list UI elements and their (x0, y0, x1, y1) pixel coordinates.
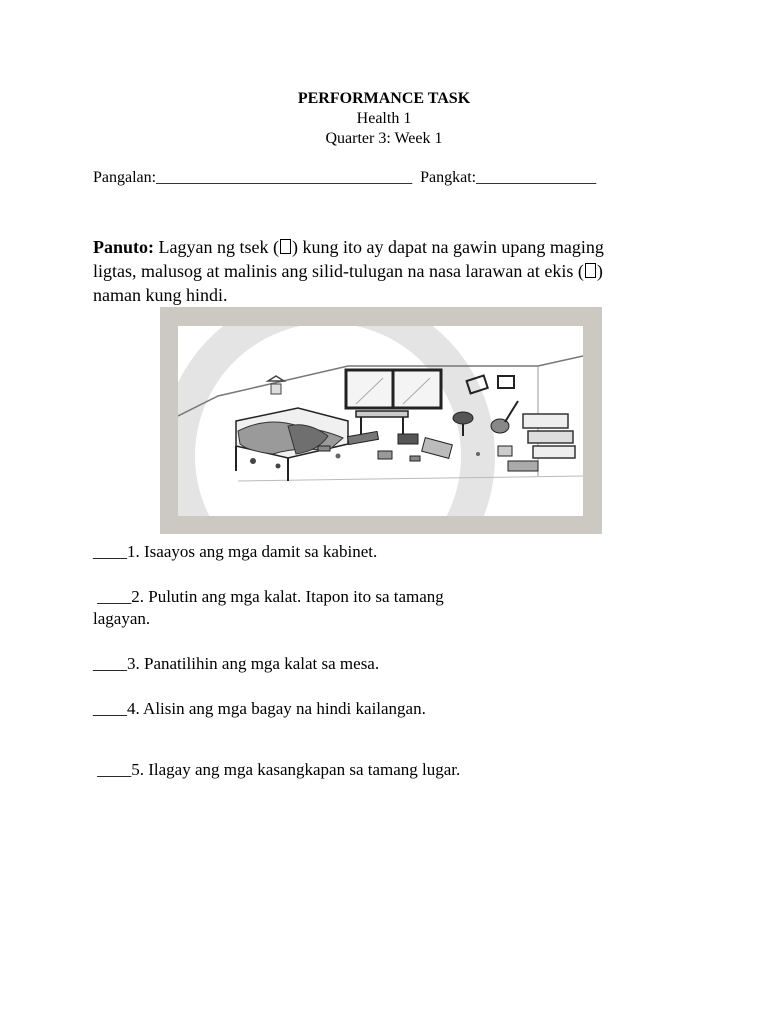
task-item-5: ____5. Ilagay ang mga kasangkapan sa tamang lugar. (93, 760, 461, 779)
task-item-4: ____4. Alisin ang mga bagay na hindi kailangan. (93, 699, 426, 718)
name-label: Pangalan: (93, 169, 157, 186)
window-icon (346, 370, 441, 408)
instructions (93, 235, 633, 307)
instructions-text-3: ) naman kung hindi. (93, 261, 603, 305)
group-blank: _______________ (476, 169, 597, 186)
group-label: Pangkat: (420, 169, 477, 186)
instructions-text-2: ) kung ito ay dapat na gawin upang maging ligtas, malusog at malinis ang silid-tulugan na nasa larawan at ekis ( (93, 237, 604, 281)
task-item-3: ____3. Panatilihin ang mga kalat sa mesa. (93, 654, 380, 673)
task-item-1: ____1. Isaayos ang mga damit sa kabinet. (93, 542, 378, 561)
name-blank: ________________________________ (156, 169, 413, 186)
task-item-2-continued: lagayan. (93, 609, 151, 628)
instructions-label: Panuto: (93, 237, 155, 257)
instructions-text-1: Lagyan ng tsek ( (154, 237, 279, 257)
check-box-icon (280, 239, 291, 254)
document-subject: Health 1 (356, 110, 412, 127)
task-item-2: ____2. Pulutin ang mga kalat. Itapon ito sa tamang (93, 587, 444, 606)
messy-bedroom-drawing (178, 326, 583, 516)
cross-box-icon (585, 263, 596, 278)
bed-icon (236, 408, 348, 481)
document-quarter: Quarter 3: Week 1 (325, 130, 443, 147)
bedroom-picture-frame (160, 307, 602, 534)
name-group-row (93, 169, 596, 187)
document-title: PERFORMANCE TASK (297, 90, 471, 107)
messy-bedroom-illustration (178, 326, 583, 516)
